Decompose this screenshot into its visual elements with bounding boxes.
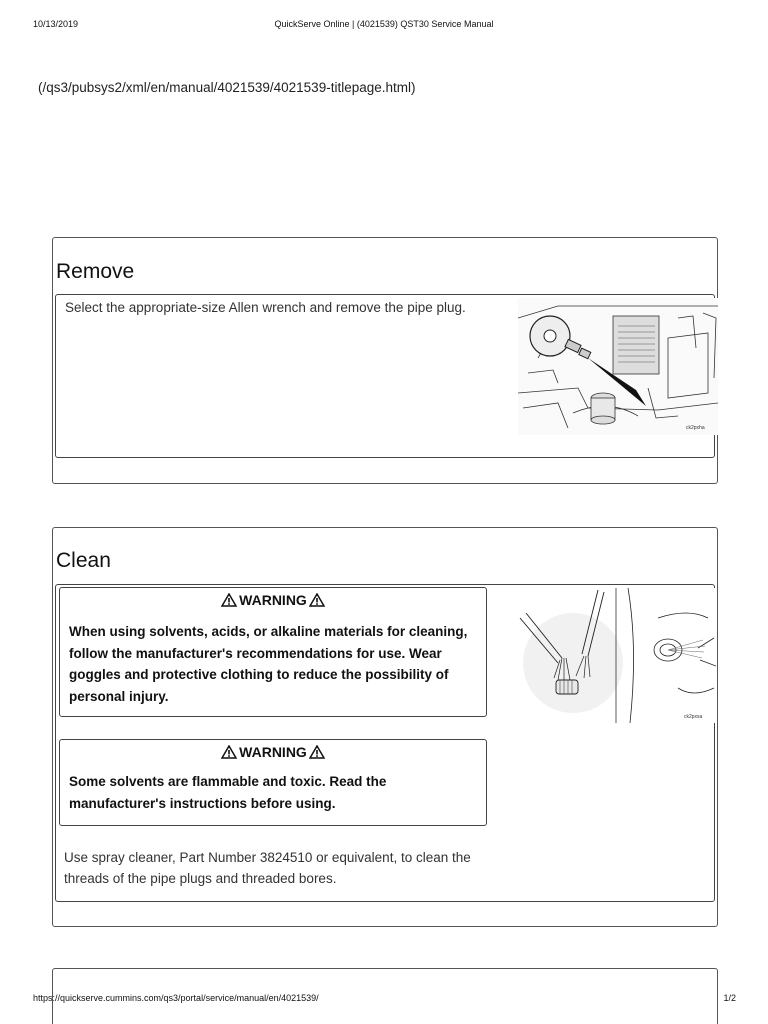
warning-box <box>59 587 487 717</box>
clean-step-text: Use spray cleaner, Part Number 3824510 or equivalent, to clean the threads of the pipe plugs and threaded bores. <box>64 850 471 886</box>
footer-url: https://quickserve.cummins.com/qs3/portal/service/manual/en/4021539/ <box>33 993 319 1003</box>
remove-step-box <box>55 294 715 458</box>
clean-step-box <box>55 584 715 902</box>
print-title: QuickServe Online | (4021539) QST30 Service Manual <box>274 19 494 29</box>
warning-header <box>60 592 486 608</box>
warning-label: WARNING <box>239 744 307 760</box>
remove-heading: Remove <box>56 260 135 283</box>
clean-heading: Clean <box>56 549 111 572</box>
remove-step-text: Select the appropriate-size Allen wrench and remove the pipe plug. <box>65 300 466 315</box>
clean-section <box>52 527 718 927</box>
page-number: 1/2 <box>723 993 736 1003</box>
warning-header <box>60 744 486 760</box>
remove-figure-caption: ck2pxha <box>686 425 705 431</box>
clean-illustration[interactable] <box>518 588 716 723</box>
remove-illustration[interactable] <box>518 298 718 435</box>
clean-figure-caption: ck2pxsa <box>684 714 703 720</box>
warning-triangle-icon <box>221 745 237 759</box>
print-date: 10/13/2019 <box>33 19 79 29</box>
warning-label: WARNING <box>239 592 307 608</box>
warning-box <box>59 739 487 826</box>
page-url-link[interactable]: (/qs3/pubsys2/xml/en/manual/4021539/4021539-titlepage.html) <box>38 80 416 95</box>
remove-section <box>52 237 718 484</box>
warning-triangle-icon <box>309 745 325 759</box>
warning-triangle-icon <box>309 593 325 607</box>
warning-triangle-icon <box>221 593 237 607</box>
warning-text: Some solvents are flammable and toxic. Read the manufacturer's instructions before using. <box>69 774 387 811</box>
warning-text: When using solvents, acids, or alkaline materials for cleaning, follow the manufacturer's recommendations for use. Wear goggles and protective clothing to reduce the possibility of personal injury. <box>69 624 468 704</box>
